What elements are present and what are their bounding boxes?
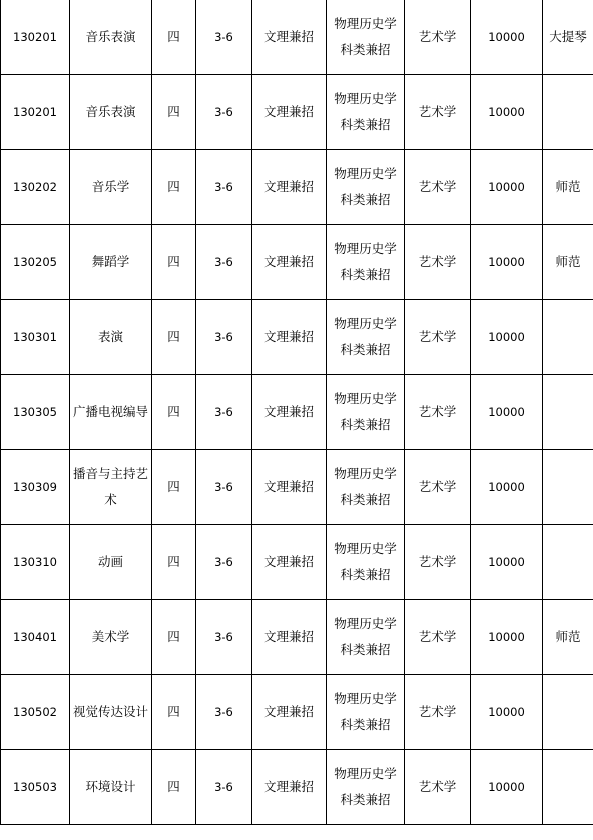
major-code-cell: 130205 <box>1 225 70 300</box>
major-code-cell: 130201 <box>1 75 70 150</box>
table-row <box>1 600 593 675</box>
discipline-category-cell: 艺术学 <box>405 600 471 675</box>
tuition-cell: 10000 <box>471 150 543 225</box>
major-name-cell: 音乐表演 <box>70 0 152 75</box>
remark-cell <box>543 375 593 450</box>
enrollment-type-cell: 文理兼招 <box>252 675 327 750</box>
major-code-cell: 130310 <box>1 525 70 600</box>
grade-range-cell: 3-6 <box>196 75 252 150</box>
duration-cell: 四 <box>152 525 196 600</box>
enrollment-type-cell: 文理兼招 <box>252 375 327 450</box>
enrollment-type-cell: 文理兼招 <box>252 75 327 150</box>
grade-range-cell: 3-6 <box>196 300 252 375</box>
tuition-cell: 10000 <box>471 300 543 375</box>
duration-cell: 四 <box>152 675 196 750</box>
remark-cell <box>543 300 593 375</box>
tuition-cell: 10000 <box>471 0 543 75</box>
duration-cell: 四 <box>152 750 196 825</box>
discipline-category-cell: 艺术学 <box>405 525 471 600</box>
tuition-cell: 10000 <box>471 225 543 300</box>
discipline-category-cell: 艺术学 <box>405 300 471 375</box>
major-name-cell: 音乐学 <box>70 150 152 225</box>
grade-range-cell: 3-6 <box>196 450 252 525</box>
major-code-cell: 130201 <box>1 0 70 75</box>
major-name-cell: 表演 <box>70 300 152 375</box>
tuition-cell: 10000 <box>471 675 543 750</box>
subject-requirement-cell: 物理历史学科类兼招 <box>327 75 405 150</box>
enrollment-type-cell: 文理兼招 <box>252 0 327 75</box>
discipline-category-cell: 艺术学 <box>405 0 471 75</box>
discipline-category-cell: 艺术学 <box>405 225 471 300</box>
duration-cell: 四 <box>152 225 196 300</box>
major-name-cell: 环境设计 <box>70 750 152 825</box>
major-code-cell: 130202 <box>1 150 70 225</box>
enrollment-type-cell: 文理兼招 <box>252 300 327 375</box>
table-row <box>1 150 593 225</box>
table-row <box>1 225 593 300</box>
subject-requirement-cell: 物理历史学科类兼招 <box>327 375 405 450</box>
major-name-cell: 音乐表演 <box>70 75 152 150</box>
subject-requirement-cell: 物理历史学科类兼招 <box>327 0 405 75</box>
remark-cell <box>543 450 593 525</box>
subject-requirement-cell: 物理历史学科类兼招 <box>327 150 405 225</box>
discipline-category-cell: 艺术学 <box>405 675 471 750</box>
remark-cell <box>543 75 593 150</box>
major-name-cell: 播音与主持艺术 <box>70 450 152 525</box>
enrollment-type-cell: 文理兼招 <box>252 750 327 825</box>
major-name-cell: 视觉传达设计 <box>70 675 152 750</box>
grade-range-cell: 3-6 <box>196 0 252 75</box>
grade-range-cell: 3-6 <box>196 525 252 600</box>
grade-range-cell: 3-6 <box>196 375 252 450</box>
subject-requirement-cell: 物理历史学科类兼招 <box>327 675 405 750</box>
discipline-category-cell: 艺术学 <box>405 375 471 450</box>
tuition-cell: 10000 <box>471 750 543 825</box>
grade-range-cell: 3-6 <box>196 750 252 825</box>
major-code-cell: 130502 <box>1 675 70 750</box>
enrollment-type-cell: 文理兼招 <box>252 600 327 675</box>
enrollment-type-cell: 文理兼招 <box>252 525 327 600</box>
duration-cell: 四 <box>152 150 196 225</box>
table-row <box>1 675 593 750</box>
duration-cell: 四 <box>152 75 196 150</box>
table-row <box>1 375 593 450</box>
subject-requirement-cell: 物理历史学科类兼招 <box>327 600 405 675</box>
major-name-cell: 广播电视编导 <box>70 375 152 450</box>
duration-cell: 四 <box>152 0 196 75</box>
table-row <box>1 450 593 525</box>
remark-cell <box>543 525 593 600</box>
major-name-cell: 舞蹈学 <box>70 225 152 300</box>
remark-cell <box>543 750 593 825</box>
grade-range-cell: 3-6 <box>196 225 252 300</box>
remark-cell: 大提琴 <box>543 0 593 75</box>
table-row <box>1 750 593 825</box>
duration-cell: 四 <box>152 375 196 450</box>
subject-requirement-cell: 物理历史学科类兼招 <box>327 450 405 525</box>
discipline-category-cell: 艺术学 <box>405 150 471 225</box>
tuition-cell: 10000 <box>471 525 543 600</box>
table-row <box>1 300 593 375</box>
table-row <box>1 75 593 150</box>
grade-range-cell: 3-6 <box>196 675 252 750</box>
grade-range-cell: 3-6 <box>196 150 252 225</box>
major-code-cell: 130401 <box>1 600 70 675</box>
table-body <box>1 0 593 825</box>
tuition-cell: 10000 <box>471 600 543 675</box>
major-name-cell: 动画 <box>70 525 152 600</box>
tuition-cell: 10000 <box>471 375 543 450</box>
remark-cell: 师范 <box>543 150 593 225</box>
major-code-cell: 130309 <box>1 450 70 525</box>
enrollment-type-cell: 文理兼招 <box>252 450 327 525</box>
duration-cell: 四 <box>152 600 196 675</box>
remark-cell <box>543 675 593 750</box>
subject-requirement-cell: 物理历史学科类兼招 <box>327 750 405 825</box>
discipline-category-cell: 艺术学 <box>405 450 471 525</box>
remark-cell: 师范 <box>543 225 593 300</box>
major-code-cell: 130503 <box>1 750 70 825</box>
enrollment-type-cell: 文理兼招 <box>252 150 327 225</box>
subject-requirement-cell: 物理历史学科类兼招 <box>327 225 405 300</box>
discipline-category-cell: 艺术学 <box>405 750 471 825</box>
major-code-cell: 130305 <box>1 375 70 450</box>
subject-requirement-cell: 物理历史学科类兼招 <box>327 525 405 600</box>
major-name-cell: 美术学 <box>70 600 152 675</box>
subject-requirement-cell: 物理历史学科类兼招 <box>327 300 405 375</box>
duration-cell: 四 <box>152 450 196 525</box>
remark-cell: 师范 <box>543 600 593 675</box>
discipline-category-cell: 艺术学 <box>405 75 471 150</box>
grade-range-cell: 3-6 <box>196 600 252 675</box>
table-row <box>1 0 593 75</box>
major-code-cell: 130301 <box>1 300 70 375</box>
table-row <box>1 525 593 600</box>
tuition-cell: 10000 <box>471 450 543 525</box>
enrollment-type-cell: 文理兼招 <box>252 225 327 300</box>
tuition-cell: 10000 <box>471 75 543 150</box>
duration-cell: 四 <box>152 300 196 375</box>
